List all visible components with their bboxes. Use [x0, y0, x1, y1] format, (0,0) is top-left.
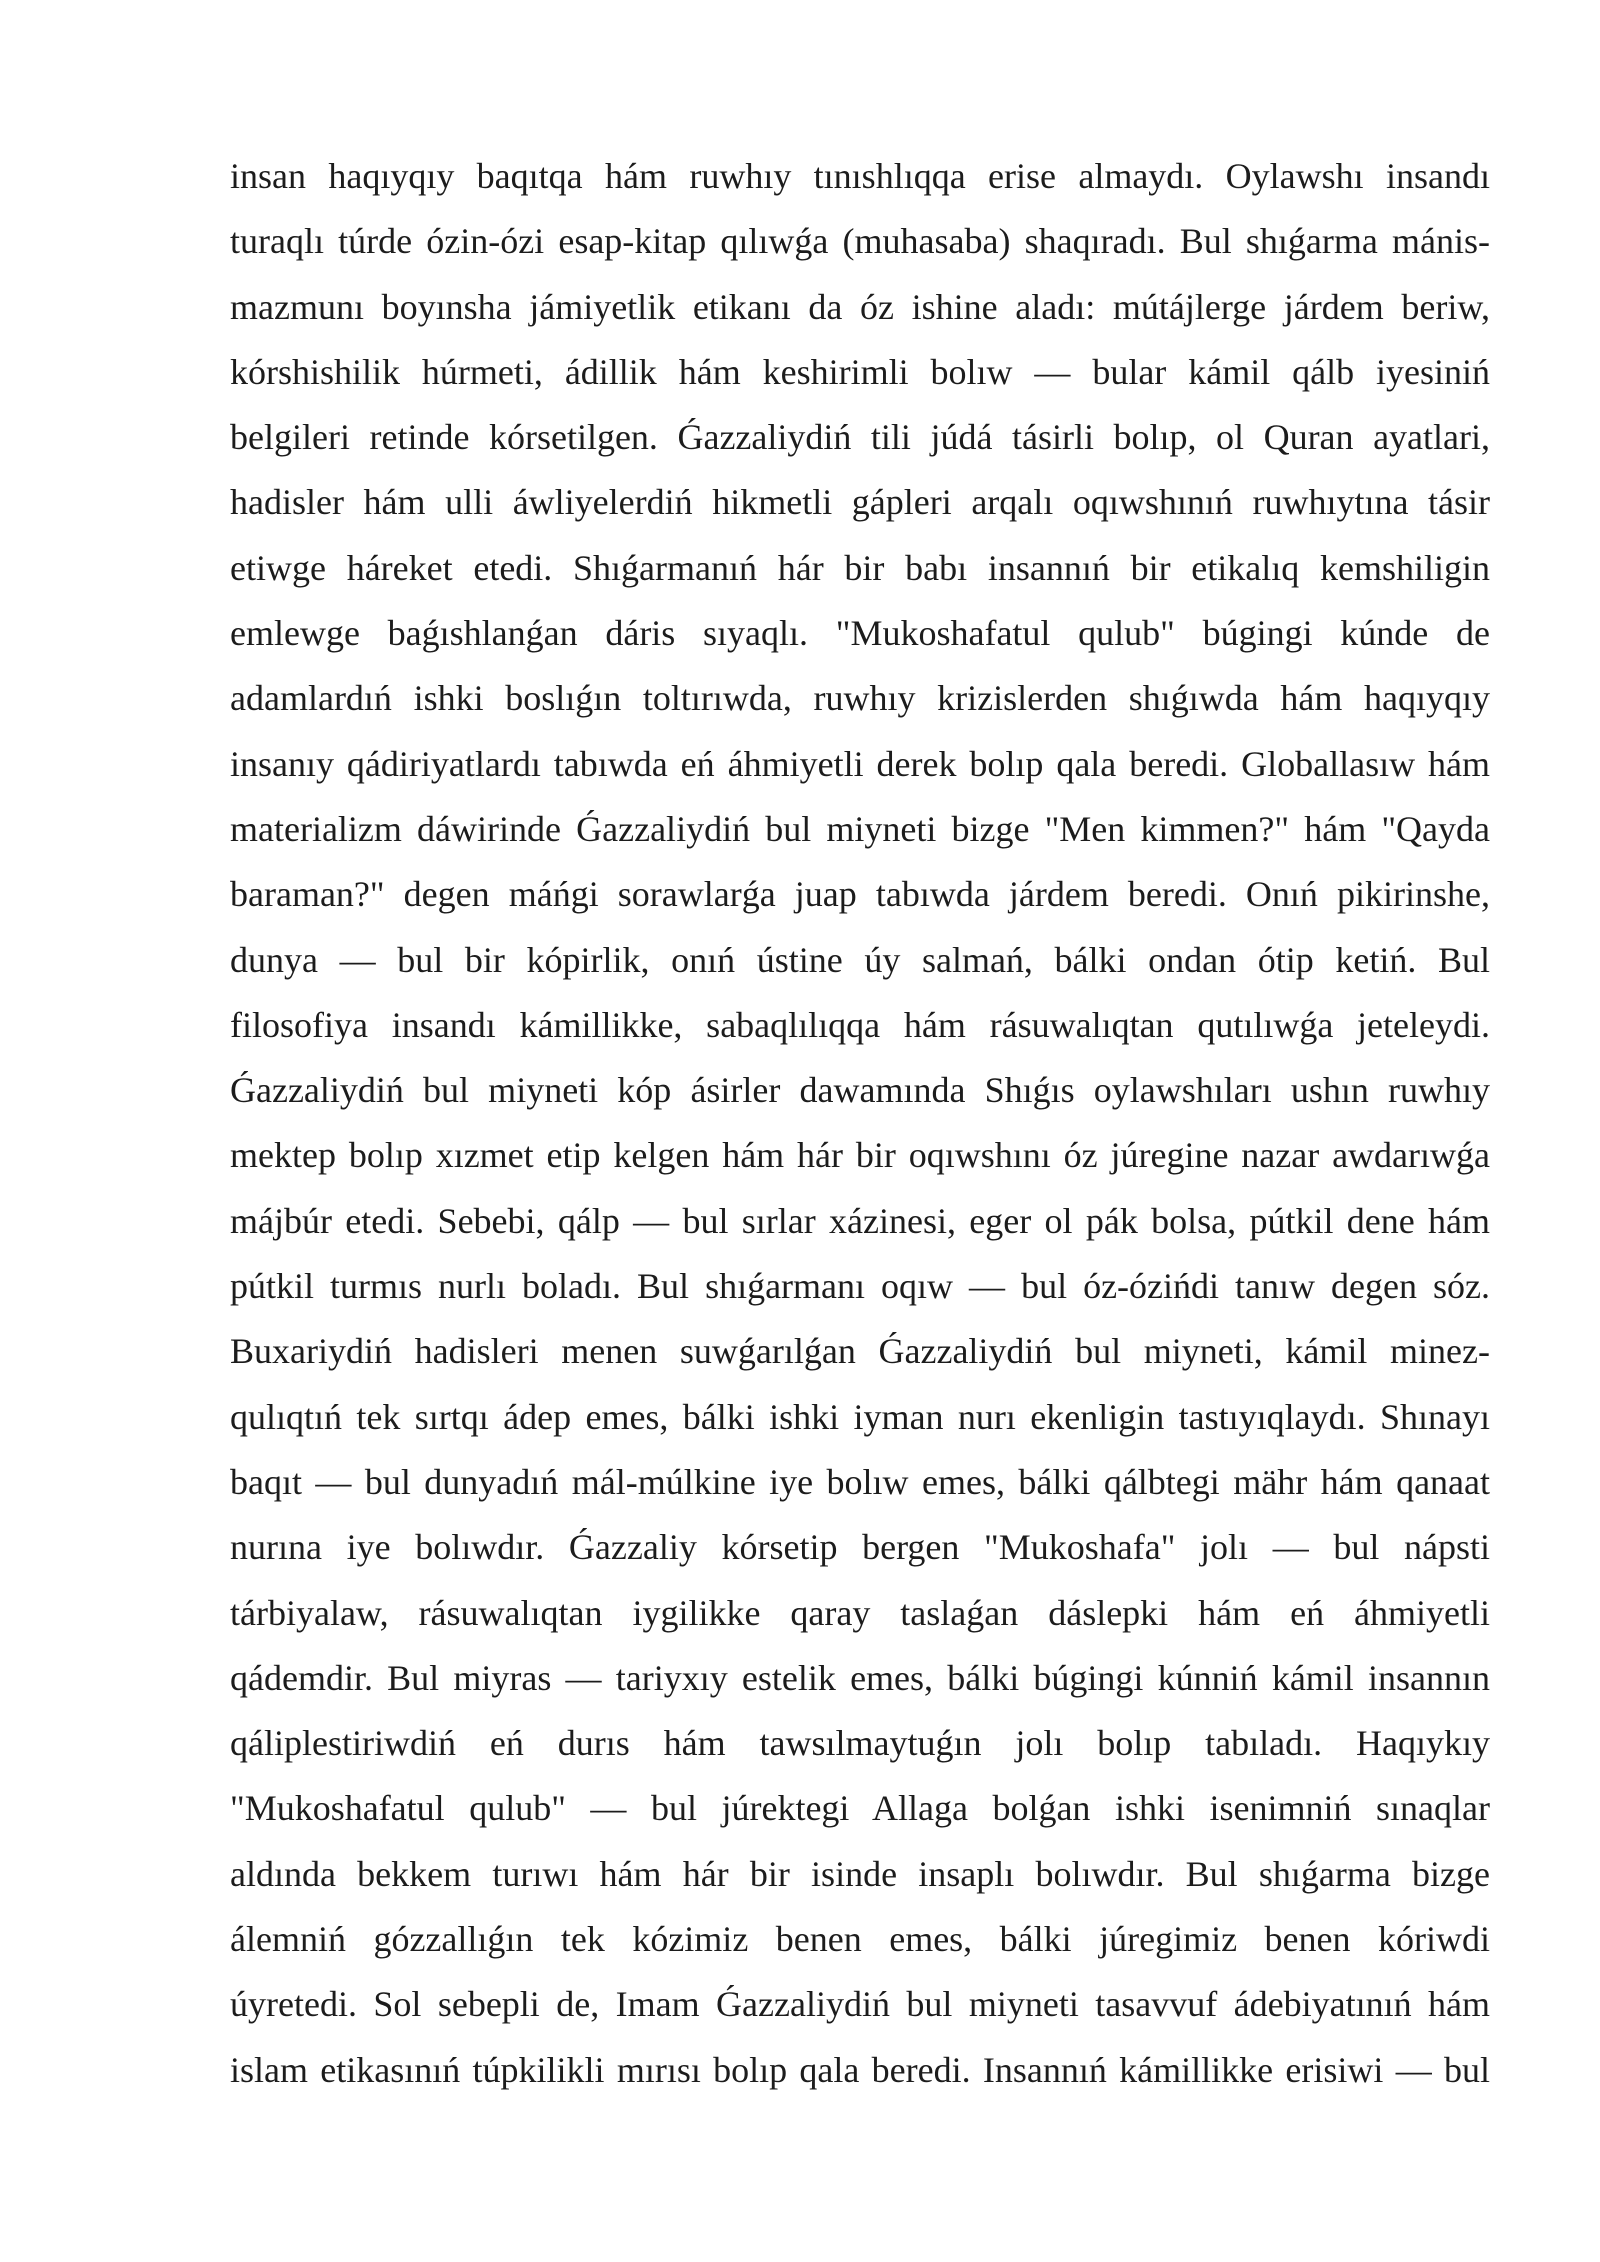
- text-line: pútkil turmıs nurlı boladı. Bul shıǵarmanı oqıw — bul óz-ózińdi tanıw degen sóz.: [230, 1266, 1490, 1307]
- text-line: "Mukoshafatul qulub" — bul júrektegi Allaga bolǵan ishki isenimniń sınaqlar: [230, 1788, 1490, 1829]
- text-line: qádemdir. Bul miyras — tariyxıy estelik emes, bálki búgingi kúnniń kámil insannın: [230, 1657, 1490, 1698]
- text-line: etiwge háreket etedi. Shıǵarmanıń hár bir babı insannıń bir etikalıq kemshiligin: [230, 547, 1490, 588]
- text-line: islam etikasınıń túpkilikli mırısı bolıp qala beredi. Insannıń kámillikke erisiwi — bul: [230, 2049, 1490, 2090]
- text-line: insan haqıyqıy baqıtqa hám ruwhıy tınıshlıqqa erise almaydı. Oylawshı insandı: [230, 156, 1490, 196]
- text-line: materializm dáwirinde Ǵazzaliydiń bul miyneti bizge "Men kimmen?" hám "Qayda: [230, 808, 1490, 849]
- text-line: aldında bekkem turıwı hám hár bir isinde insaplı bolıwdır. Bul shıǵarma bizge: [230, 1853, 1490, 1894]
- text-line: májbúr etedi. Sebebi, qálp — bul sırlar xázinesi, eger ol pák bolsa, pútkil dene hám: [230, 1200, 1490, 1241]
- text-line: baqıt — bul dunyadıń mál-múlkine iye bolıw emes, bálki qálbtegi mähr hám qanaat: [230, 1461, 1490, 1502]
- text-line: qulıqtıń tek sırtqı ádep emes, bálki ishki iyman nurı ekenligin tastıyıqlaydı. Shınayı: [230, 1396, 1490, 1437]
- body-paragraph: [230, 148, 1490, 2107]
- text-line: belgileri retinde kórsetilgen. Ǵazzaliydiń tili júdá tásirli bolıp, ol Quran ayatlari,: [230, 417, 1490, 458]
- text-line: mazmunı boyınsha jámiyetlik etikanı da óz ishine aladı: mútájlerge járdem beriw,: [230, 286, 1490, 327]
- text-line: kórshishilik húrmeti, ádillik hám keshirimli bolıw — bular kámil qálb iyesiniń: [230, 351, 1490, 392]
- text-line: nurına iye bolıwdır. Ǵazzaliy kórsetip bergen "Mukoshafa" jolı — bul nápsti: [230, 1527, 1490, 1568]
- text-line: dunya — bul bir kópirlik, onıń ústine úy salmań, bálki ondan ótip ketiń. Bul: [230, 939, 1490, 980]
- text-line: úyretedi. Sol sebepli de, Imam Ǵazzaliydiń bul miyneti tasavvuf ádebiyatınıń hám: [230, 1984, 1490, 2025]
- text-line: insanıy qádiriyatlardı tabıwda eń áhmiyetli derek bolıp qala beredi. Globallasıw hám: [230, 743, 1490, 784]
- text-line: álemniń gózzallıǵın tek kózimiz benen emes, bálki júregimiz benen kóriwdi: [230, 1919, 1490, 1960]
- text-line: Buxariydiń hadisleri menen suwǵarılǵan Ǵazzaliydiń bul miyneti, kámil minez-: [230, 1331, 1490, 1372]
- text-line: emlewge baǵıshlanǵan dáris sıyaqlı. "Mukoshafatul qulub" búgingi kúnde de: [230, 613, 1490, 654]
- text-line: turaqlı túrde ózin-ózi esap-kitap qılıwǵa (muhasaba) shaqıradı. Bul shıǵarma mánis-: [230, 221, 1490, 262]
- text-line: mektep bolıp xızmet etip kelgen hám hár bir oqıwshını óz júregine nazar awdarıwǵa: [230, 1135, 1490, 1176]
- text-line: hadisler hám ulli áwliyelerdiń hikmetli gápleri arqalı oqıwshınıń ruwhıytına tásir: [230, 482, 1490, 523]
- text-line: tárbiyalaw, rásuwalıqtan iygilikke qaray taslaǵan dáslepki hám eń áhmiyetli: [230, 1592, 1490, 1633]
- text-line: Ǵazzaliydiń bul miyneti kóp ásirler dawamında Shıǵıs oylawshıları ushın ruwhıy: [230, 1070, 1490, 1111]
- text-line: baraman?" degen máńgi sorawlarǵa juap tabıwda járdem beredi. Onıń pikirinshe,: [230, 874, 1490, 915]
- text-line: filosofiya insandı kámillikke, sabaqlılıqqa hám rásuwalıqtan qutılıwǵa jeteleydi.: [230, 1004, 1490, 1045]
- text-line: adamlardıń ishki boslıǵın toltırıwda, ruwhıy krizislerden shıǵıwda hám haqıyqıy: [230, 678, 1490, 719]
- text-line: qáliplestiriwdiń eń durıs hám tawsılmaytuǵın jolı bolıp tabıladı. Haqıykıy: [230, 1723, 1490, 1764]
